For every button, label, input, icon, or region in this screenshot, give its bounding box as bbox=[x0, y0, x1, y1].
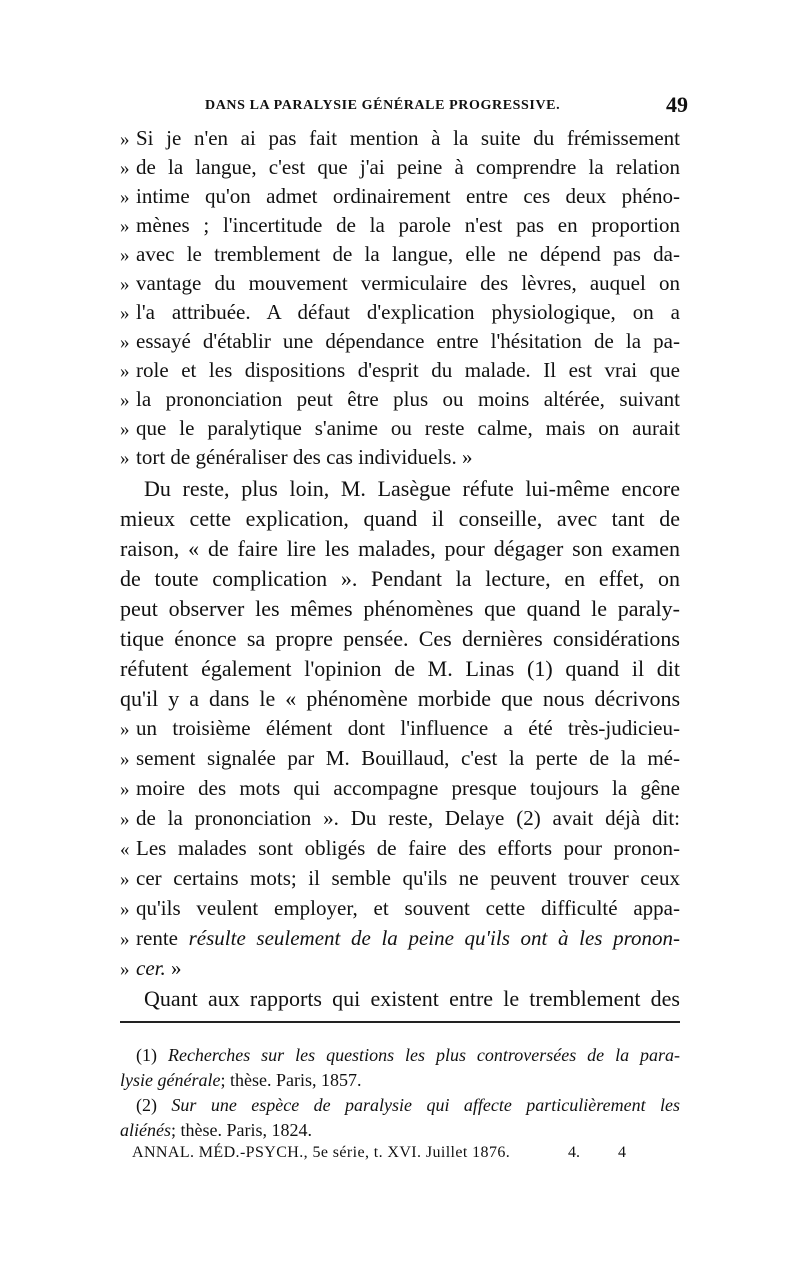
quote-mark: » bbox=[120, 303, 130, 324]
italic-text: cer. bbox=[136, 956, 166, 980]
text-line: Quant aux rapports qui existent entre le tremblement des bbox=[144, 986, 680, 1011]
page-header bbox=[120, 92, 688, 118]
text-line: » cer. » bbox=[120, 954, 680, 984]
footnote-1: (1) Recherches sur les questions les plus controversées de la para- bbox=[136, 1045, 681, 1065]
quote-mark: » bbox=[120, 809, 130, 830]
text-line: » cer certains mots; il semble qu'ils ne peuvent trouver ceux bbox=[120, 864, 680, 894]
text-line: réfutent également l'opinion de M. Linas (1) quand il dit bbox=[120, 656, 680, 681]
text-line: mieux cette explication, quand il conseille, avec tant de bbox=[120, 506, 680, 531]
text-line: raison, « de faire lire les malades, pour dégager son examen bbox=[120, 536, 680, 561]
text-line: » l'a attribuée. A défaut d'explication physiologique, on a bbox=[120, 298, 680, 328]
footnote-2-cont: aliénés; thèse. Paris, 1824. bbox=[120, 1120, 312, 1140]
italic-text: résulte seulement de la peine qu'ils ont à les pronon- bbox=[188, 926, 680, 950]
journal-reference: ANNAL. MÉD.-PSYCH., 5e série, t. XVI. Juillet 1876. bbox=[132, 1144, 511, 1161]
quote-mark: » bbox=[120, 899, 130, 920]
quote-mark: » bbox=[120, 361, 130, 382]
text-line: » tort de généraliser des cas individuels. » bbox=[120, 443, 680, 473]
footnote-2: (2) Sur une espèce de paralysie qui affecte particulièrement les bbox=[136, 1095, 680, 1115]
quote-mark: » bbox=[120, 187, 130, 208]
text-line: » de la prononciation ». Du reste, Delaye (2) avait déjà dit: bbox=[120, 804, 680, 834]
quote-mark: » bbox=[120, 959, 130, 980]
quote-mark: » bbox=[120, 332, 130, 353]
text-line: » intime qu'on admet ordinairement entre ces deux phéno- bbox=[120, 182, 680, 212]
text-line: de toute complication ». Pendant la lecture, en effet, on bbox=[120, 566, 680, 591]
text-line: » de la langue, c'est que j'ai peine à comprendre la relation bbox=[120, 153, 680, 183]
footnote-1-cont: lysie générale; thèse. Paris, 1857. bbox=[120, 1070, 362, 1090]
quote-mark: » bbox=[120, 719, 130, 740]
text-line: « Les malades sont obligés de faire des efforts pour pronon- bbox=[120, 834, 680, 864]
quote-mark: « bbox=[120, 839, 130, 860]
text-line: » la prononciation peut être plus ou moins altérée, suivant bbox=[120, 385, 680, 415]
text-line: » rente résulte seulement de la peine qu'ils ont à les pronon- bbox=[120, 924, 680, 954]
text-line: » mènes ; l'incertitude de la parole n'est pas en proportion bbox=[120, 211, 680, 241]
text-line: » essayé d'établir une dépendance entre l'hésitation de la pa- bbox=[120, 327, 680, 357]
running-head: DANS LA PARALYSIE GÉNÉRALE PROGRESSIVE. bbox=[205, 98, 561, 113]
quote-mark: » bbox=[120, 929, 130, 950]
text-line: » moire des mots qui accompagne presque toujours la gêne bbox=[120, 774, 680, 804]
text-line: Du reste, plus loin, M. Lasègue réfute lui-même encore bbox=[144, 476, 680, 501]
text-line: » avec le tremblement de la langue, elle ne dépend pas da- bbox=[120, 240, 680, 270]
text-line: » qu'ils veulent employer, et souvent cette difficulté appa- bbox=[120, 894, 680, 924]
quote-mark: » bbox=[120, 129, 130, 150]
text-line: » sement signalée par M. Bouillaud, c'est la perte de la mé- bbox=[120, 744, 680, 774]
text-line: » Si je n'en ai pas fait mention à la suite du frémissement bbox=[120, 124, 680, 154]
quote-mark: » bbox=[120, 448, 130, 469]
quote-mark: » bbox=[120, 779, 130, 800]
quote-mark: » bbox=[120, 274, 130, 295]
quote-mark: » bbox=[120, 749, 130, 770]
text-line: peut observer les mêmes phénomènes que quand le paraly- bbox=[120, 596, 680, 621]
text-line: » role et les dispositions d'esprit du malade. Il est vrai que bbox=[120, 356, 680, 386]
quote-mark: » bbox=[120, 216, 130, 237]
quote-mark: » bbox=[120, 158, 130, 179]
text-line: » que le paralytique s'anime ou reste calme, mais on aurait bbox=[120, 414, 680, 444]
quote-mark: » bbox=[120, 869, 130, 890]
quote-mark: » bbox=[120, 419, 130, 440]
signature-mark: 4 bbox=[618, 1144, 626, 1161]
text-line: » un troisième élément dont l'influence a été très-judicieu- bbox=[120, 714, 680, 744]
signature-mark: 4. bbox=[568, 1144, 580, 1161]
text-line: » vantage du mouvement vermiculaire des lèvres, auquel on bbox=[120, 269, 680, 299]
text-line: qu'il y a dans le « phénomène morbide que nous décrivons bbox=[120, 686, 680, 711]
page-number: 49 bbox=[666, 92, 688, 117]
text-line: tique énonce sa propre pensée. Ces dernières considérations bbox=[120, 626, 680, 651]
quote-mark: » bbox=[120, 245, 130, 266]
quote-mark: » bbox=[120, 390, 130, 411]
footnote-rule bbox=[120, 1021, 680, 1023]
